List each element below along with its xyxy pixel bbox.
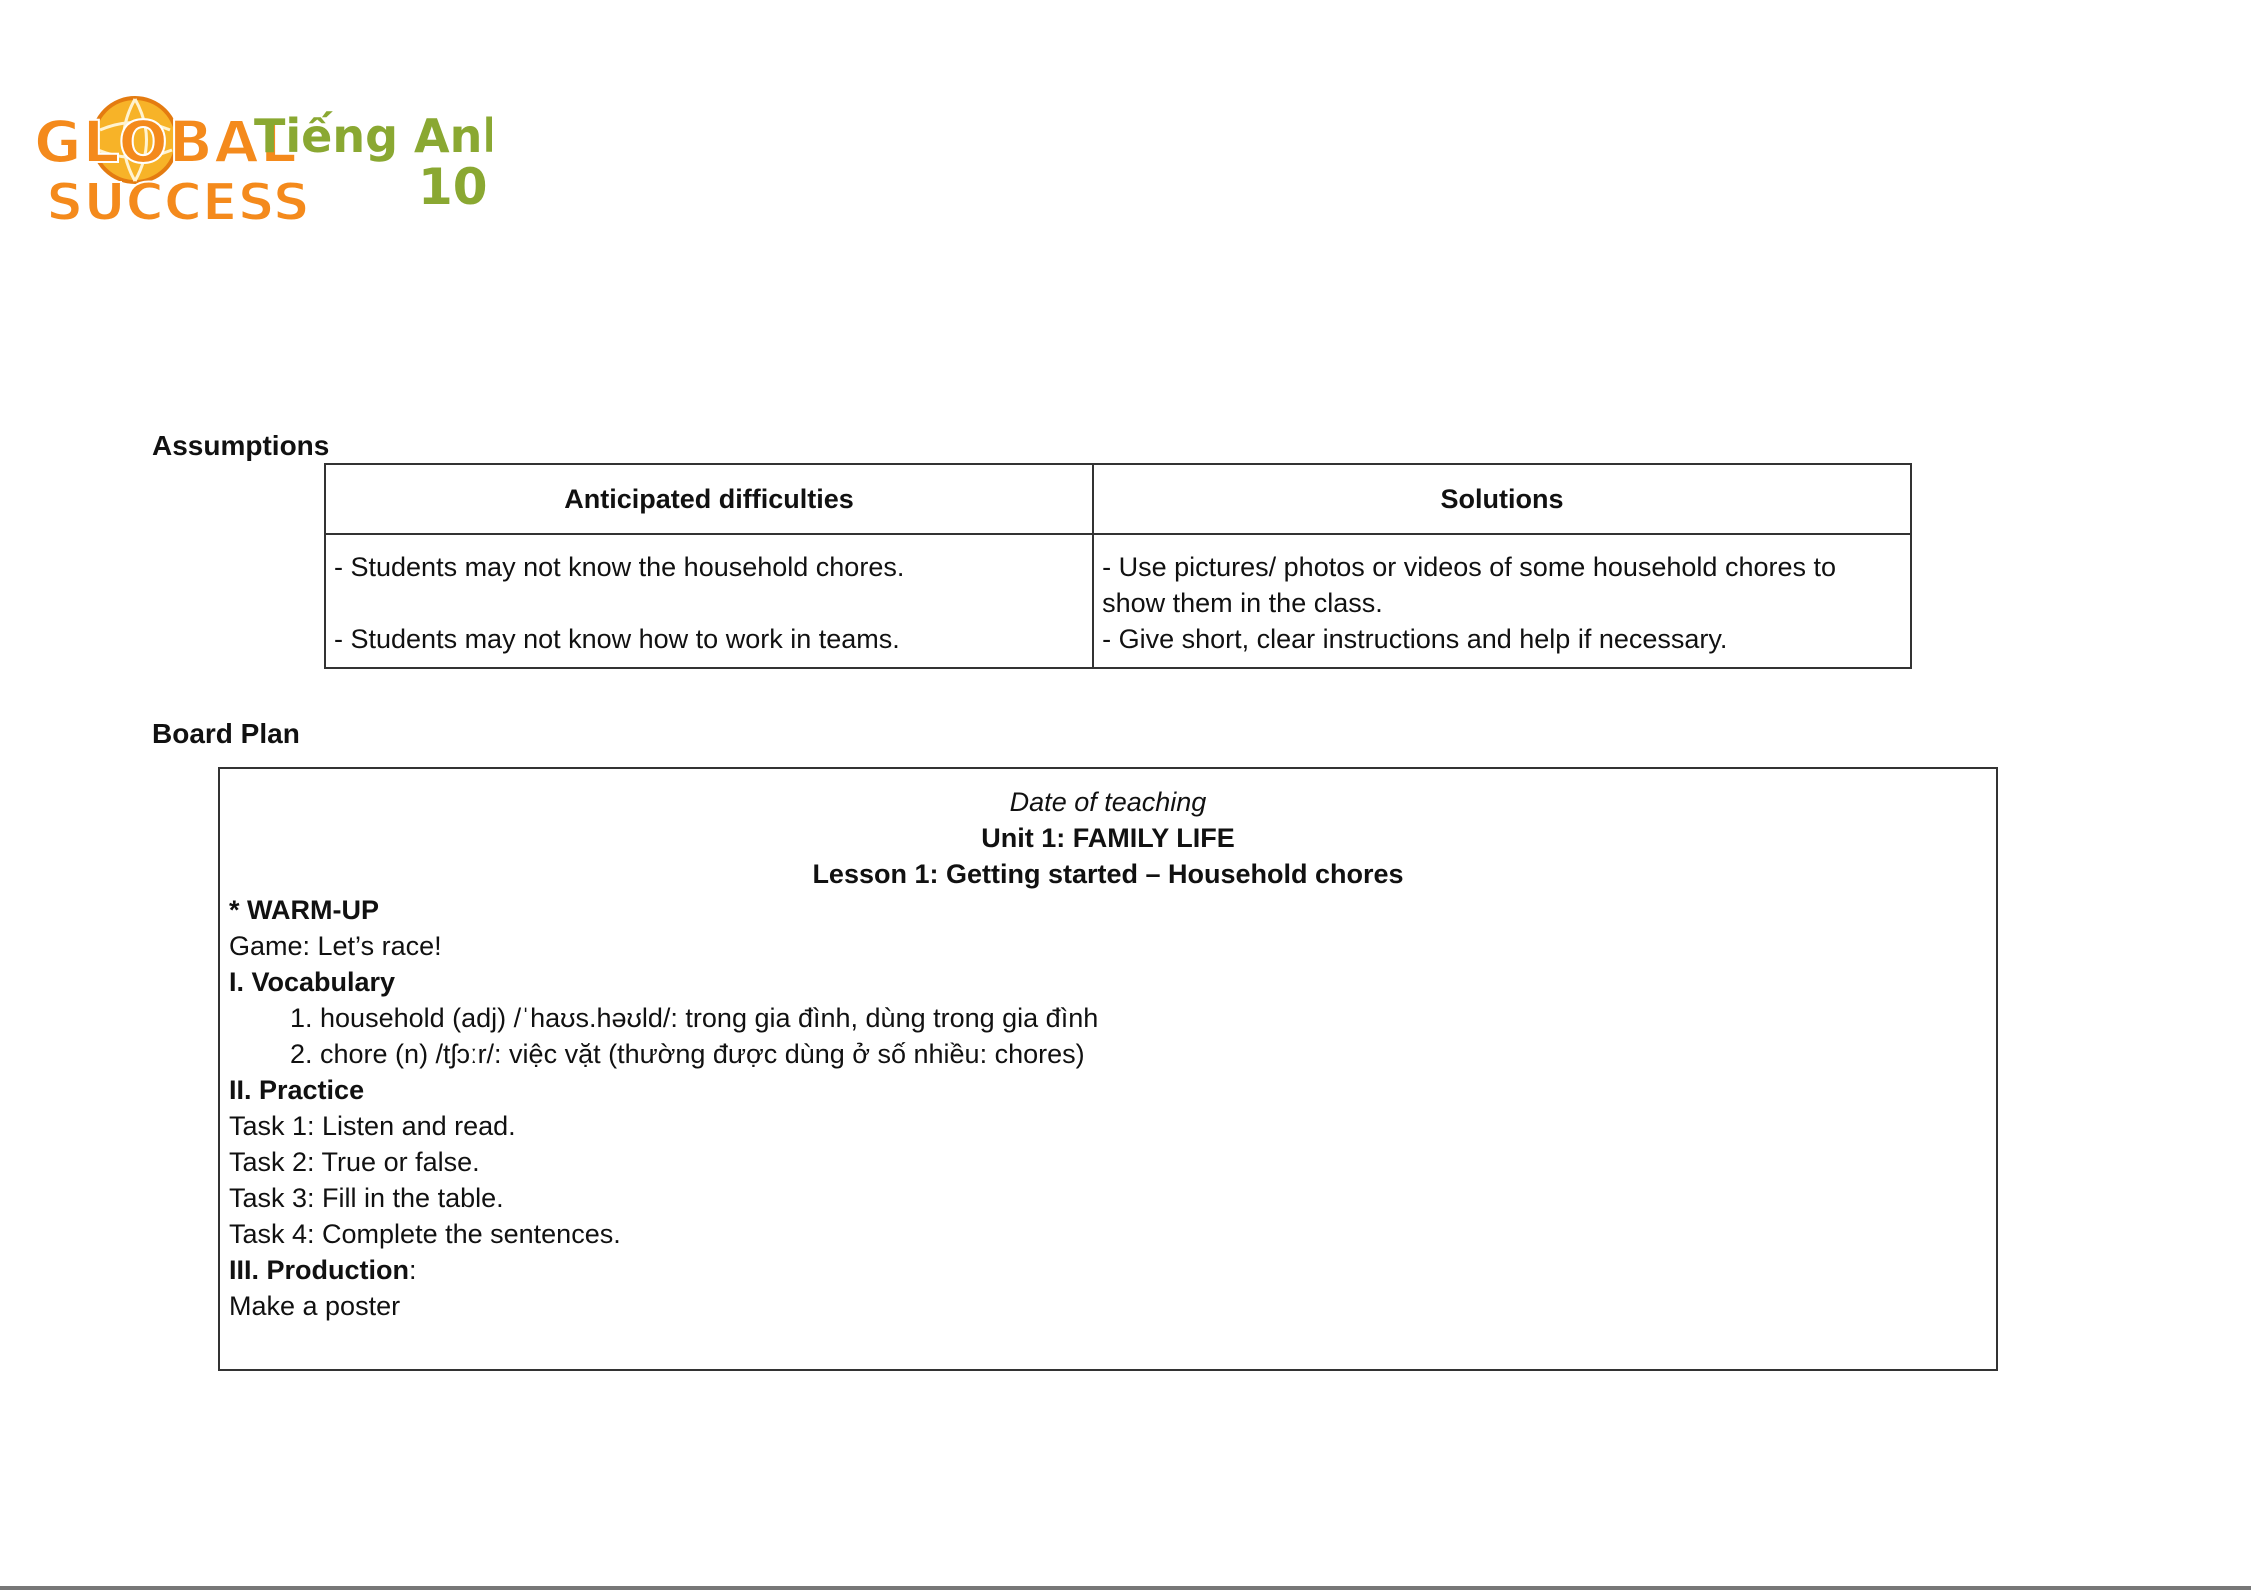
unit-title: Unit 1: FAMILY LIFE xyxy=(981,823,1235,853)
difficulty-item: - Students may not know how to work in teams. xyxy=(334,624,900,654)
assumptions-header-row xyxy=(325,464,1911,534)
assumptions-body-row xyxy=(325,534,1911,668)
task-item: Task 2: True or false. xyxy=(229,1147,480,1177)
board-plan-heading: Board Plan xyxy=(152,718,300,749)
difficulties-cell xyxy=(325,534,1093,668)
task-item: Task 1: Listen and read. xyxy=(229,1111,516,1141)
production-colon: : xyxy=(409,1255,417,1285)
vocabulary-item: 1. household (adj) /ˈhaʊs.həʊld/: trong gia đình, dùng trong gia đình xyxy=(290,1003,1099,1033)
assumptions-heading: Assumptions xyxy=(152,430,330,461)
warmup-title: * WARM-UP xyxy=(229,895,379,925)
page-bottom-rule xyxy=(0,1586,2251,1590)
solutions-cell xyxy=(1093,534,1911,668)
logo-graphic xyxy=(32,90,492,240)
warmup-text: Game: Let’s race! xyxy=(229,931,442,961)
production-title: III. Production xyxy=(229,1255,409,1285)
logo-line2: SUCCESS xyxy=(46,173,311,233)
logo-grade: 10 xyxy=(418,158,488,216)
vocabulary-title: I. Vocabulary xyxy=(229,967,396,997)
column-header-difficulties: Anticipated difficulties xyxy=(325,464,1093,534)
vocabulary-item: 2. chore (n) /tʃɔːr/: việc vặt (thường được dùng ở số nhiều: chores) xyxy=(290,1039,1085,1069)
logo-subject: Tiếng Anh xyxy=(254,109,492,163)
date-of-teaching: Date of teaching xyxy=(1009,787,1207,817)
logo-line1: GLOBAL xyxy=(34,108,298,176)
production-heading-line xyxy=(220,1252,1996,1288)
assumptions-table xyxy=(324,463,1912,669)
practice-title: II. Practice xyxy=(229,1075,365,1105)
solution-item: - Give short, clear instructions and help if necessary. xyxy=(1102,624,1728,654)
board-plan-box xyxy=(218,767,1998,1371)
task-item: Task 3: Fill in the table. xyxy=(229,1183,504,1213)
task-item: Task 4: Complete the sentences. xyxy=(229,1219,621,1249)
solution-item: - Use pictures/ photos or videos of some household chores to show them in the class. xyxy=(1102,552,1837,618)
column-header-solutions: Solutions xyxy=(1093,464,1911,534)
lesson-title: Lesson 1: Getting started – Household chores xyxy=(812,859,1404,889)
difficulty-item: - Students may not know the household chores. xyxy=(334,552,905,582)
global-success-logo xyxy=(32,90,492,245)
production-text: Make a poster xyxy=(229,1291,401,1321)
